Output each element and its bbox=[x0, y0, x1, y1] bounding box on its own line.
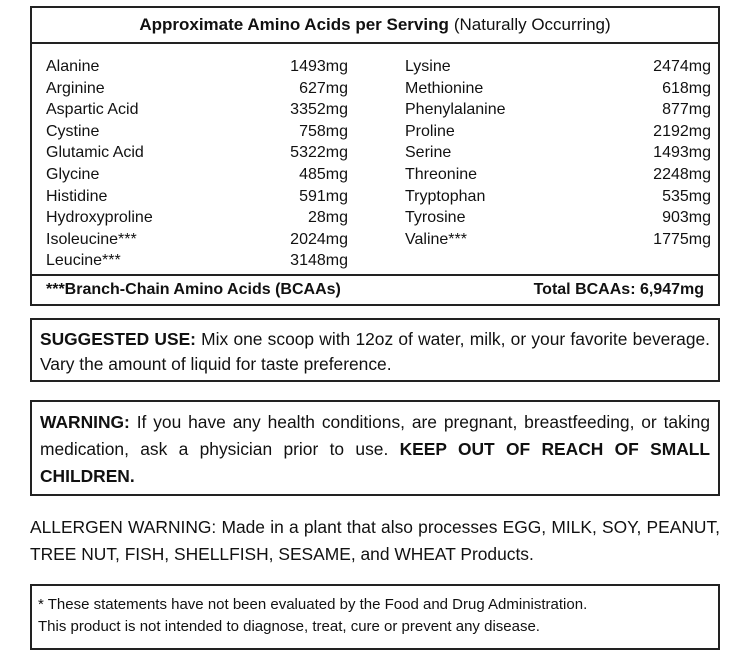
amino-value: 618mg bbox=[662, 79, 711, 97]
amino-value: 2248mg bbox=[653, 165, 711, 183]
amino-name: Arginine bbox=[46, 79, 105, 97]
amino-value: 1493mg bbox=[290, 58, 348, 75]
amino-name: Glycine bbox=[46, 165, 100, 183]
amino-value: 485mg bbox=[299, 165, 348, 183]
amino-value: 535mg bbox=[662, 187, 711, 205]
amino-panel-header bbox=[32, 8, 718, 44]
amino-panel-subtitle: (Naturally Occurring) bbox=[453, 15, 611, 34]
amino-row bbox=[46, 229, 348, 251]
amino-row bbox=[46, 99, 348, 121]
amino-row bbox=[46, 207, 348, 229]
amino-name: Serine bbox=[405, 144, 452, 162]
amino-right-column bbox=[405, 56, 711, 250]
amino-row bbox=[46, 78, 348, 100]
amino-row bbox=[405, 164, 711, 186]
amino-left-column bbox=[46, 56, 348, 272]
amino-row bbox=[405, 56, 711, 78]
suggested-use-label: SUGGESTED USE: bbox=[40, 329, 196, 349]
suggested-use-box bbox=[30, 318, 720, 382]
amino-row bbox=[46, 164, 348, 186]
amino-row bbox=[405, 99, 711, 121]
amino-name: Proline bbox=[405, 122, 455, 140]
amino-name: Histidine bbox=[46, 187, 108, 205]
warning-label: WARNING: bbox=[40, 412, 130, 432]
amino-row bbox=[46, 186, 348, 208]
amino-value: 2474mg bbox=[653, 58, 711, 75]
amino-name: Phenylalanine bbox=[405, 101, 506, 119]
amino-row bbox=[405, 121, 711, 143]
amino-value: 591mg bbox=[299, 187, 348, 205]
amino-row bbox=[46, 142, 348, 164]
amino-value: 903mg bbox=[662, 209, 711, 227]
amino-panel-title: Approximate Amino Acids per Serving bbox=[139, 15, 449, 34]
amino-value: 758mg bbox=[299, 122, 348, 140]
amino-name: Lysine bbox=[405, 58, 451, 75]
amino-name: Tryptophan bbox=[405, 187, 486, 205]
amino-value: 2192mg bbox=[653, 122, 711, 140]
amino-value: 3148mg bbox=[290, 252, 348, 270]
amino-value: 627mg bbox=[299, 79, 348, 97]
amino-panel-footer bbox=[32, 274, 718, 304]
amino-value: 2024mg bbox=[290, 230, 348, 248]
amino-name: Isoleucine*** bbox=[46, 230, 137, 248]
amino-name: Hydroxyproline bbox=[46, 209, 153, 227]
amino-acid-panel bbox=[30, 6, 720, 306]
fda-disclaimer-box bbox=[30, 584, 720, 650]
amino-row bbox=[46, 56, 348, 78]
amino-row bbox=[405, 186, 711, 208]
amino-value: 3352mg bbox=[290, 101, 348, 119]
amino-value: 1493mg bbox=[653, 144, 711, 162]
bcaa-footnote: ***Branch-Chain Amino Acids (BCAAs) bbox=[46, 281, 341, 298]
amino-row bbox=[46, 121, 348, 143]
amino-value: 28mg bbox=[307, 209, 348, 227]
amino-row bbox=[405, 207, 711, 229]
amino-value: 5322mg bbox=[290, 144, 348, 162]
amino-row bbox=[405, 229, 711, 251]
amino-row bbox=[46, 250, 348, 272]
amino-row bbox=[405, 78, 711, 100]
disclaimer-line-2: This product is not intended to diagnose, treat, cure or prevent any disease. bbox=[38, 618, 540, 635]
amino-name: Glutamic Acid bbox=[46, 144, 144, 162]
warning-emphasis: KEEP OUT OF REACH OF SMALL CHILDREN. bbox=[40, 439, 711, 486]
amino-name: Threonine bbox=[405, 165, 478, 183]
amino-name: Methionine bbox=[405, 79, 484, 97]
amino-name: Aspartic Acid bbox=[46, 101, 139, 119]
total-bcaas: Total BCAAs: 6,947mg bbox=[533, 281, 704, 298]
warning-box bbox=[30, 400, 720, 496]
amino-name: Cystine bbox=[46, 122, 100, 140]
amino-row bbox=[405, 142, 711, 164]
amino-name: Leucine*** bbox=[46, 252, 121, 270]
amino-name: Valine*** bbox=[405, 230, 467, 248]
amino-value: 877mg bbox=[662, 101, 711, 119]
suggested-use-text: Mix one scoop with 12oz of water, milk, or your favorite beverage. Vary the amount of liquid for taste preference. bbox=[40, 329, 710, 374]
warning-text: If you have any health conditions, are pregnant, breastfeeding, or taking medication, ask a physician prior to use. bbox=[40, 412, 710, 459]
allergen-warning: ALLERGEN WARNING: Made in a plant that also processes EGG, MILK, SOY, PEANUT, TREE NUT, FISH, SHELLFISH, SESAME, and WHEAT Products. bbox=[30, 517, 720, 564]
disclaimer-line-1: * These statements have not been evaluated by the Food and Drug Administration. bbox=[38, 596, 588, 613]
amino-name: Alanine bbox=[46, 58, 100, 75]
amino-name: Tyrosine bbox=[405, 209, 466, 227]
amino-value: 1775mg bbox=[653, 230, 711, 248]
